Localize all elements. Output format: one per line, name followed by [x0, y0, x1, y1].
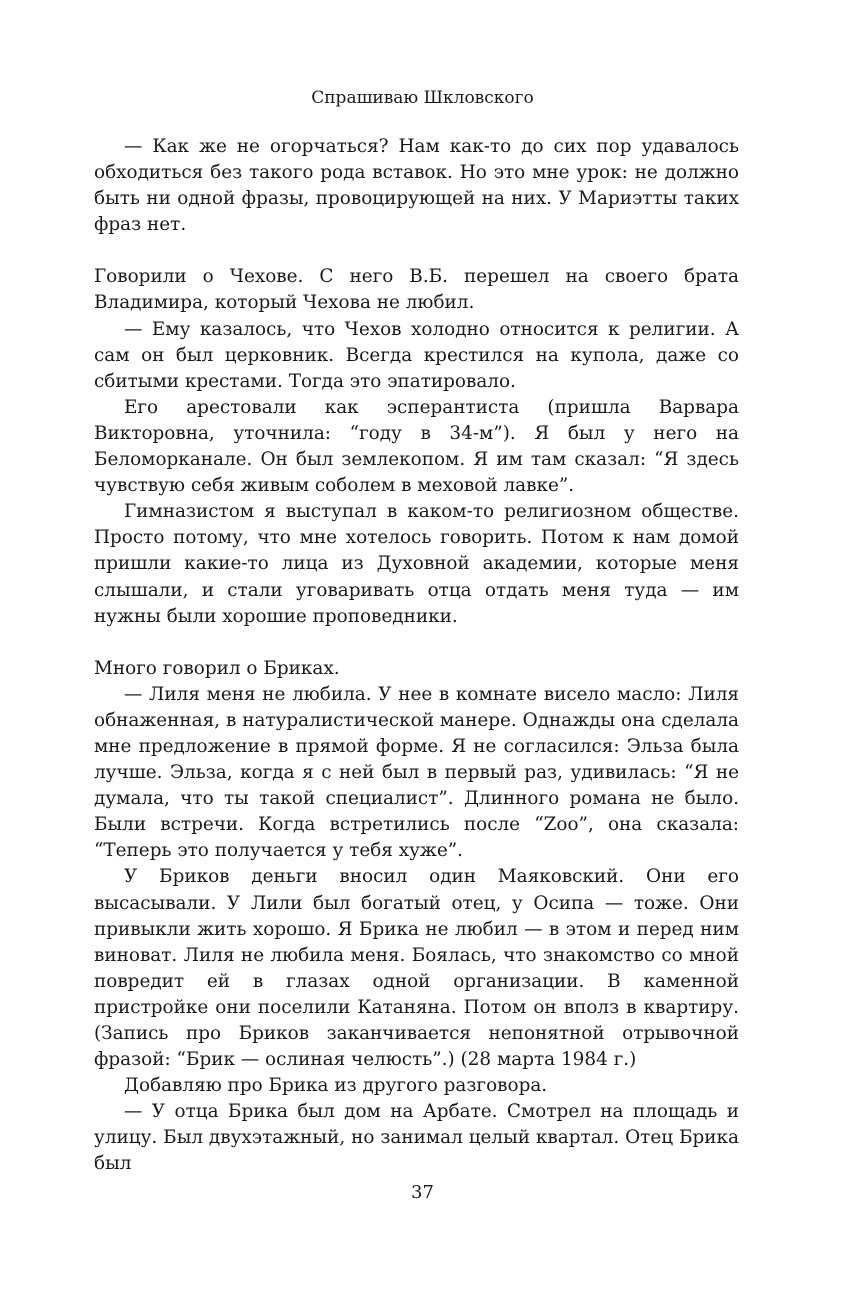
paragraph: — Ему казалось, что Чехов холодно относится к религии. А сам он был церковник. Всегда крестился на купола, даже со сбитыми крестами. Тогда это эпатировало. — [94, 318, 739, 392]
body-text — [94, 134, 739, 1178]
paragraph: У Бриков деньги вносил один Маяковский. Они его высасывали. У Лили был богатый отец, у Осипа — тоже. Они привыкли жить хорошо. Я Брика не любил — в этом и перед ним виноват. Лиля не любила меня. Боялась, что знакомство со мной повредит ей в глазах одной организации. В каменной пристройке они поселили Катаняна. Потом он вполз в квартиру. (Запись про Бриков заканчивается непонятной отрывочной фразой: “Брик — ослиная челюсть”.) (28 марта 1984 г.) — [94, 866, 739, 1071]
page-number: 37 — [411, 1182, 434, 1203]
paragraph: Добавляю про Брика из другого разговора. — [124, 1075, 548, 1097]
paragraph: — Как же не огорчаться? Нам как-то до сих пор удавалось обходиться без такого рода вставок. Но это мне урок: не должно быть ни одной фразы, провоцирующей на них. У Мариэтты таких фраз нет. — [94, 136, 739, 236]
paragraph: Гимназистом я выступал в каком-то религиозном обществе. Просто потому, что мне хотелось говорить. Потом к нам домой пришли какие-то лица из Духовной академии, которые меня слышали, и стали уговаривать отца отдать меня туда — им нужны были хорошие проповедники. — [94, 501, 739, 627]
paragraph: — Лиля меня не любила. У нее в комнате висело масло: Лиля обнаженная, в натуралистической манере. Однажды она сделала мне предложение в прямой форме. Я не согласился: Эльза была лучше. Эльза, когда я с ней был в первый раз, удивилась: “Я не думала, что ты такой специалист”. Длинного романа не было. Были встречи. Когда встретились после “Zoo”, она сказала: “Теперь это получается у тебя хуже”. — [94, 683, 739, 862]
running-head: Спрашиваю Шкловского — [311, 88, 534, 108]
paragraph: Его арестовали как эсперантиста (пришла Варвара Викторовна, уточнила: “году в 34-м”). Я был у него на Беломорканале. Он был землекопом. Я им там сказал: “Я здесь чувствую себя живым соболем в меховой лавке”. — [94, 396, 739, 497]
paragraph: Много говорил о Бриках. — [94, 657, 340, 679]
paragraph: — У отца Брика был дом на Арбате. Смотрел на площадь и улицу. Был двухэтажный, но занимал целый квартал. Отец Брика был — [94, 1101, 739, 1175]
paragraph: Говорили о Чехове. С него В.Б. перешел на своего брата Владимира, который Чехова не любил. — [94, 266, 739, 314]
